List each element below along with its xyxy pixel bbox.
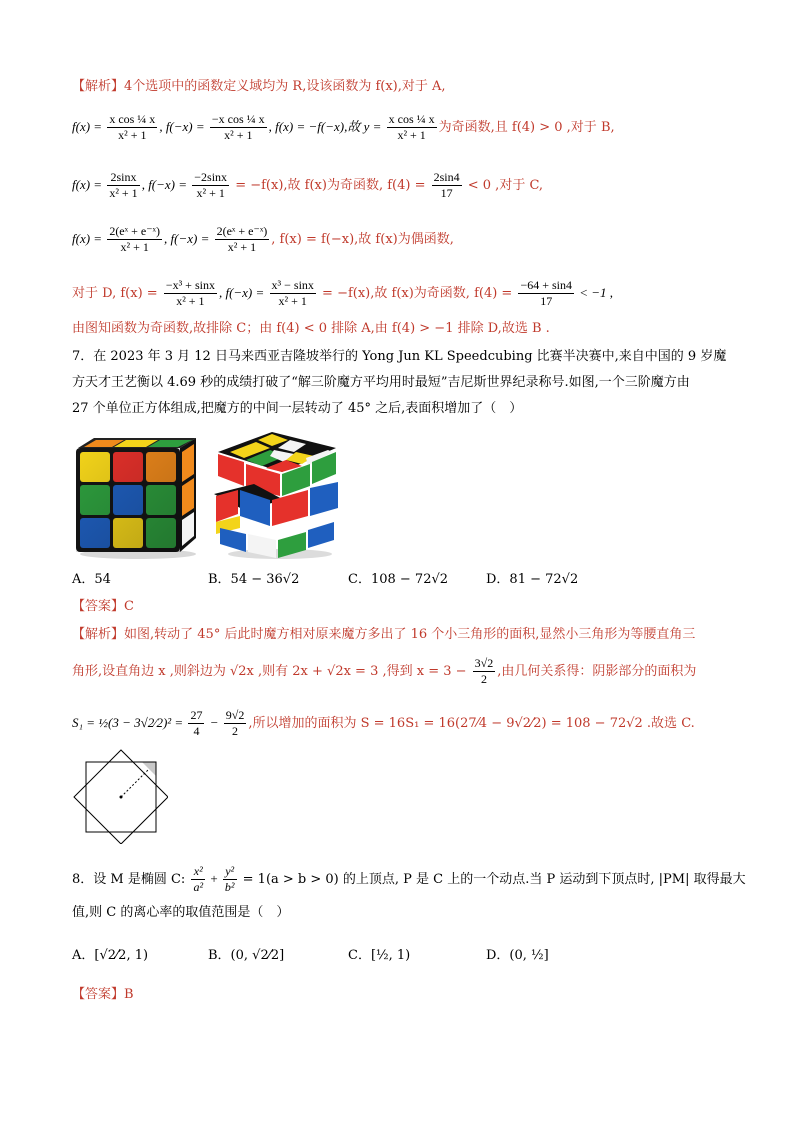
q7-option-c: C．108 − 72√2 (348, 572, 449, 587)
rubiks-cube-twisted-image (210, 430, 344, 560)
analysis-text: 如图,转动了 45° 后此时魔方相对原来魔方多出了 16 个小三角形的面积,显然小三角形为等腰直角三 (124, 627, 696, 642)
formula-text: − (206, 715, 222, 730)
q7-answer (72, 598, 134, 616)
q8-stem-line1 (72, 864, 746, 895)
analysis6-line-c (72, 224, 454, 255)
q8-answer (72, 986, 134, 1004)
analysis-text: , f(x) = f(−x),故 f(x)为偶函数, (271, 232, 454, 247)
analysis6-line-a (72, 112, 615, 143)
q8-option-b: B．(0, √2⁄2] (208, 948, 285, 963)
formula-text: f(x) = (72, 177, 106, 192)
q7-option-d: D．81 − 72√2 (486, 572, 579, 587)
q7-stem-line3: 27 个单位正方体组成,把魔方的中间一层转动了 45° 之后,表面积增加了（ ） (72, 401, 523, 416)
analysis-text: < 0 ,对于 C, (463, 178, 544, 193)
analysis6-line-b (72, 170, 543, 201)
fraction: $\frac{\text{x²}}{\text{a²}}$ (193, 864, 204, 894)
fraction: $\frac{27}{4}$ (190, 708, 203, 738)
fraction: $\frac{\text{−x cos ¼ x}}{\text{x² + 1}}$ (211, 112, 265, 142)
fraction: $\frac{\text{x cos ¼ x}}{\text{x² + 1}}$ (388, 112, 435, 142)
q7-analysis-line1 (72, 626, 695, 644)
fraction: $\frac{9√2}{2}$ (225, 708, 245, 738)
formula-text: , f(−x) = (218, 285, 268, 300)
q7-analysis-line3 (72, 708, 695, 739)
analysis-text: ,所以增加的面积为 S = 16S₁ = 16(27⁄4 − 9√2⁄2) = 108 − 72√2 .故选 C. (248, 716, 695, 731)
formula-text: , f(−x) = (164, 231, 213, 246)
fraction: $\frac{\text{2(eˣ + e⁻ˣ)}}{\text{x² + 1}}$ (216, 224, 268, 254)
fraction: $\frac{\text{2(eˣ + e⁻ˣ)}}{\text{x² + 1}}$ (109, 224, 160, 254)
analysis-tag: 【解析】 (72, 627, 125, 642)
q7-stem-line1: 7．在 2023 年 3 月 12 日马来西亚吉隆坡举行的 Yong Jun KL Speedcubing 比赛半决赛中,来自中国的 9 岁魔 (72, 349, 727, 364)
formula-text: , f(−x) = (159, 119, 208, 134)
fraction: $\frac{-2\sin x}{\text{x² + 1}}$ (194, 170, 228, 200)
fraction: $\frac{3√2}{2}$ (474, 656, 494, 686)
answer-value: C (124, 599, 134, 614)
answer-tag: 【答案】 (72, 599, 125, 614)
analysis6-text: 4个选项中的函数定义域均为 R,设该函数为 f(x),对于 A, (124, 79, 446, 94)
formula-text: f(x) = (72, 231, 106, 246)
answer-tag: 【答案】 (72, 987, 125, 1002)
formula-text: < −1 , (576, 285, 614, 300)
formula-text: S₁ = ½(3 − 3√2⁄2)² = (72, 715, 187, 730)
fraction: $\frac{\text{x cos ¼ x}}{\text{x² + 1}}$ (109, 112, 156, 142)
formula-text: , f(x) = −f(−x),故 y = (268, 119, 385, 134)
fraction: $\frac{-64 + \sin 4}{17}$ (520, 278, 573, 308)
fraction: $\frac{\text{y²}}{\text{b²}}$ (224, 864, 235, 894)
q8-text: 8．设 M 是椭圆 C: (72, 872, 190, 887)
analysis6-line1 (72, 78, 446, 96)
rubiks-cube-front-image (72, 436, 200, 560)
analysis-text: = −f(x),故 f(x)为奇函数, f(4) = (317, 286, 517, 301)
q8-option-d: D．(0, ½] (486, 948, 549, 963)
formula-text: + (207, 871, 221, 886)
fraction: $\frac{\text{x³ − sinx}}{\text{x² + 1}}$ (271, 278, 314, 308)
q8-stem-line2: 值,则 C 的离心率的取值范围是（ ） (72, 905, 290, 920)
analysis-text: = −f(x),故 f(x)为奇函数, f(4) = (231, 178, 430, 193)
analysis-text: 角形,设直角边 x ,则斜边为 √2x ,则有 2x + √2x = 3 ,得到 x = 3 − (72, 664, 471, 679)
q8-option-c: C．[½, 1) (348, 948, 411, 963)
analysis-text: 对于 D, f(x) = (72, 286, 162, 301)
analysis6-conclusion: 由图知函数为奇函数,故排除 C；由 f(4) < 0 排除 A,由 f(4) > −1 排除 D,故选 B . (72, 321, 550, 336)
fraction: $\frac{2\sin x}{\text{x² + 1}}$ (109, 170, 138, 200)
q8-option-a: A．[√2⁄2, 1) (72, 948, 149, 963)
analysis-tag: 【解析】 (72, 79, 125, 94)
answer-value: B (124, 987, 134, 1002)
analysis-text: 为奇函数,且 f(4) > 0 ,对于 B, (438, 120, 615, 135)
formula-text: f(x) = (72, 119, 106, 134)
formula-text: , f(−x) = (141, 177, 191, 192)
fraction: $\frac{\text{−x³ + sinx}}{\text{x² + 1}}$ (165, 278, 215, 308)
q8-text: = 1(a > b > 0) 的上顶点, P 是 C 上的一个动点.当 P 运动到下顶点时, |PM| 取得最大 (238, 872, 746, 887)
q7-analysis-line2 (72, 656, 696, 687)
rotated-square-figure (72, 748, 168, 844)
analysis6-line-d (72, 278, 613, 309)
q7-option-b: B．54 − 36√2 (208, 572, 300, 587)
q7-option-a: A．54 (72, 572, 111, 587)
fraction: $\frac{2\sin 4}{17}$ (433, 170, 460, 200)
q7-stem-line2: 方天才王艺衡以 4.69 秒的成绩打破了“解三阶魔方平均用时最短”吉尼斯世界纪录称号.如图,一个三阶魔方由 (72, 375, 690, 390)
analysis-text: ,由几何关系得：阴影部分的面积为 (497, 664, 697, 679)
